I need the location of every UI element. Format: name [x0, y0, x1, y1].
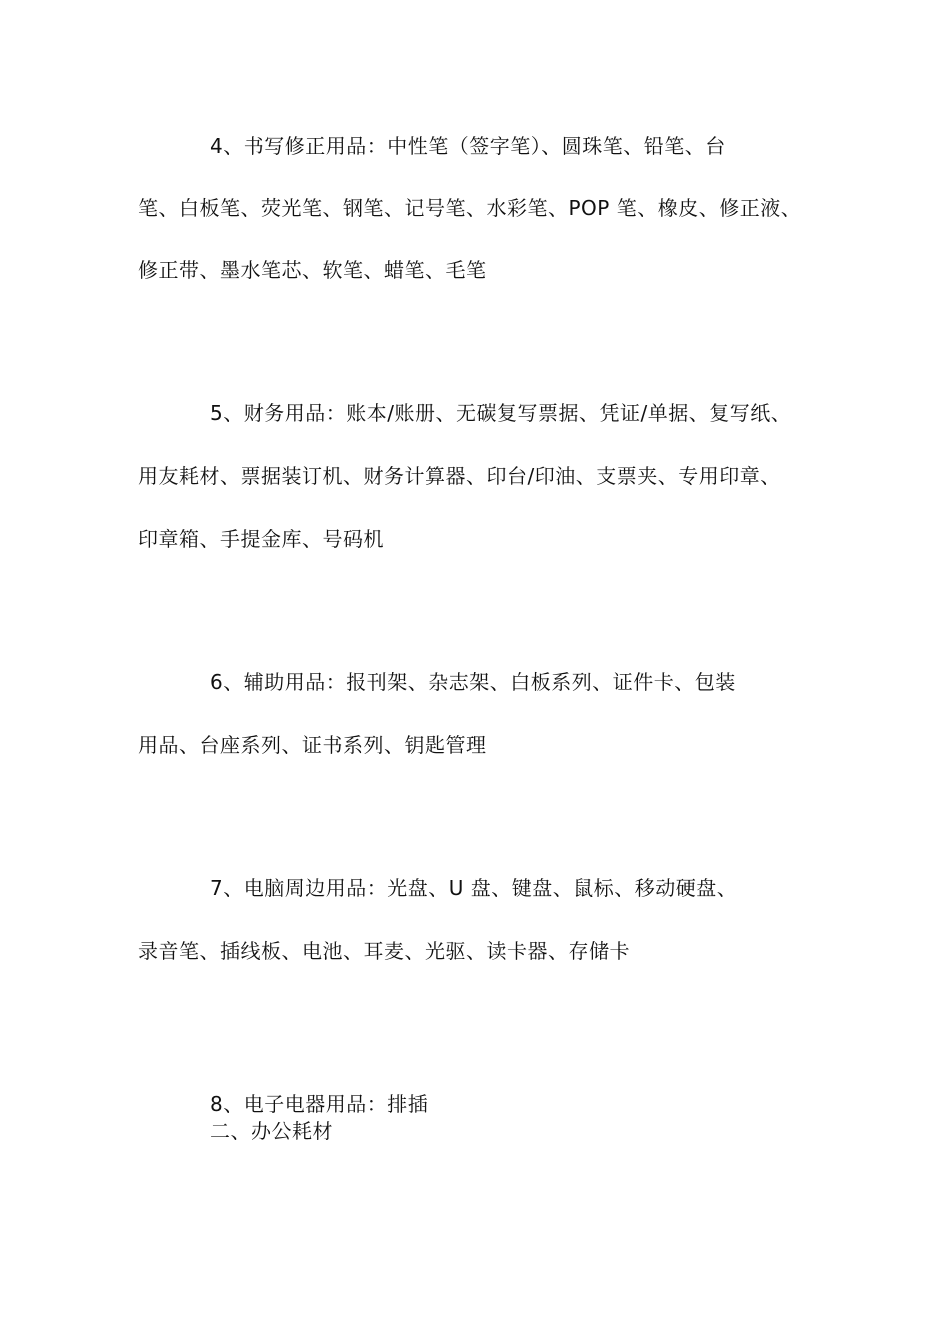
section-4-line-1: 4、书写修正用品：中性笔（签字笔）、圆珠笔、铅笔、台 — [210, 134, 726, 158]
section-7-line-2: 录音笔、插线板、电池、耳麦、光驱、读卡器、存储卡 — [138, 939, 630, 963]
section-5-line-3: 印章箱、手提金库、号码机 — [138, 527, 384, 551]
section-6-line-2: 用品、台座系列、证书系列、钥匙管理 — [138, 733, 487, 757]
section-8-line-1: 8、电子电器用品：排插 — [210, 1092, 429, 1116]
section-7-line-1: 7、电脑周边用品：光盘、U 盘、键盘、鼠标、移动硬盘、 — [210, 876, 738, 900]
section-4-line-3: 修正带、墨水笔芯、软笔、蜡笔、毛笔 — [138, 258, 487, 282]
section-6-line-1: 6、辅助用品：报刊架、杂志架、白板系列、证件卡、包装 — [210, 670, 736, 694]
section-4-line-2: 笔、白板笔、荧光笔、钢笔、记号笔、水彩笔、POP 笔、橡皮、修正液、 — [138, 196, 802, 220]
section-5-line-2: 用友耗材、票据装订机、财务计算器、印台/印油、支票夹、专用印章、 — [138, 464, 781, 488]
section-heading: 二、办公耗材 — [210, 1119, 333, 1143]
section-5-line-1: 5、财务用品：账本/账册、无碳复写票据、凭证/单据、复写纸、 — [210, 401, 792, 425]
